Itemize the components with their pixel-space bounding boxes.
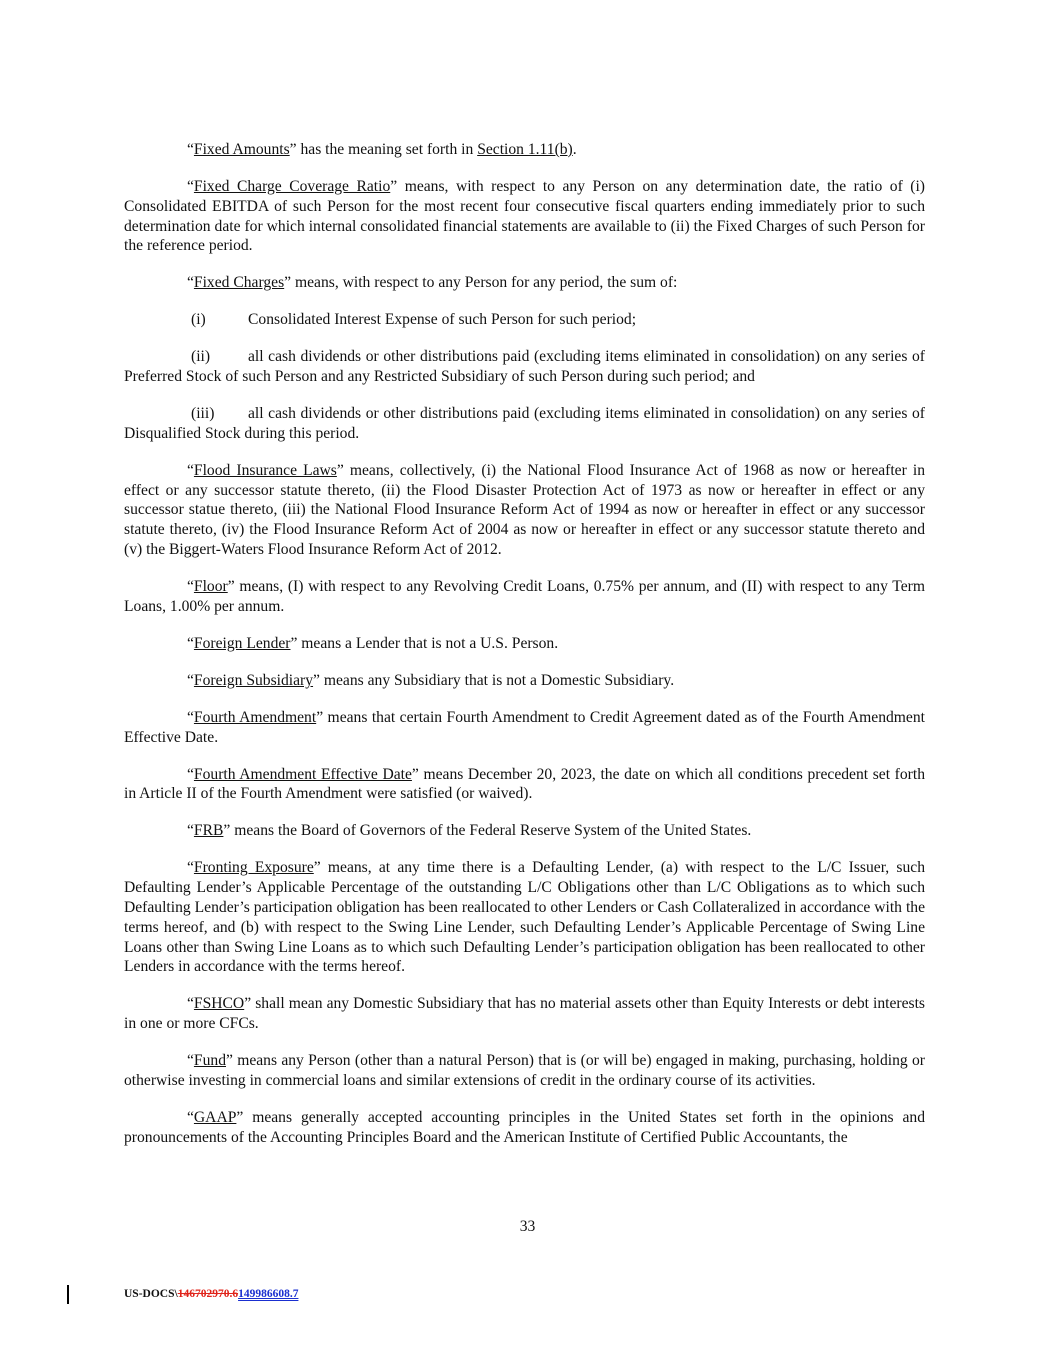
- defined-term: Fourth Amendment: [193, 708, 317, 726]
- page-number: 33: [519, 1218, 536, 1235]
- section-reference: Section 1.11(b): [477, 141, 573, 158]
- defined-term: Fund: [193, 1052, 226, 1070]
- definition-foreign-subsidiary: “Foreign Subsidiary” means any Subsidiary that is not a Domestic Subsidiary.: [187, 671, 675, 689]
- defined-term: FSHCO: [193, 995, 245, 1013]
- definition-gaap: “GAAP” means generally accepted accounting principles in the United States set forth in the opinions and pronouncements of the Accounting Principles Board and the American Institute of Certified Public Accountants, the: [124, 1108, 925, 1146]
- item-number: (i): [191, 311, 206, 329]
- definition-fixed-charge-coverage-ratio: “Fixed Charge Coverage Ratio” means, with respect to any Person on any determination date, the ratio of (i) Consolidated EBITDA of such Person for the most recent four consecutive fiscal quarters ending immediately prior to such determination date for which internal consolidated financial statements are available to (ii) the Fixed Charges of such Person for the reference period.: [124, 177, 925, 255]
- defined-term: Fourth Amendment Effective Date: [193, 765, 412, 783]
- definition-fund: “Fund” means any Person (other than a natural Person) that is (or will be) engaged in making, purchasing, holding or otherwise investing in commercial loans and similar extensions of credit in the ordinary course of its activities.: [124, 1052, 925, 1089]
- inserted-doc-id: 149986608.7: [238, 1288, 299, 1300]
- deleted-doc-id: 146702970.6: [177, 1288, 239, 1300]
- definition-foreign-lender: “Foreign Lender” means a Lender that is not a U.S. Person.: [187, 634, 559, 652]
- list-item: (i) Consolidated Interest Expense of such Person for such period;: [191, 311, 637, 329]
- defined-term: Foreign Lender: [193, 634, 291, 652]
- definition-fronting-exposure: “Fronting Exposure” means, at any time there is a Defaulting Lender, (a) with respect to the L/C Issuer, such Defaulting Lender’s Applicable Percentage of the outstanding L/C Obligations other than L/C Obligations as to which such Defaulting Lender’s participation obligation has been reallocated to other Lenders or Cash Collateralized in accordance with the terms hereof, and (b) with respect to the Swing Line Lender, such Defaulting Lender’s Applicable Percentage of Swing Line Loans other than Swing Line Loans as to which such Defaulting Lender’s participation obligation has been reallocated to other Lenders in accordance with the terms hereof.: [124, 859, 925, 976]
- definition-fshco: “FSHCO” shall mean any Domestic Subsidiary that has no material assets other than Equity Interests or debt interests in one or more CFCs.: [124, 995, 925, 1033]
- change-bar: [67, 1285, 69, 1304]
- defined-term: Flood Insurance Laws: [193, 461, 337, 479]
- item-number: (ii): [191, 348, 211, 366]
- defined-term: Fixed Charge Coverage Ratio: [193, 177, 391, 195]
- definition-fixed-charges: “Fixed Charges” means, with respect to any Person for any period, the sum of:: [187, 274, 678, 292]
- definition-flood-insurance-laws: “Flood Insurance Laws” means, collectively, (i) the National Flood Insurance Act of 1968 as now or hereafter in effect or any successor statute thereto, (ii) the Flood Disaster Protection Act of 1973 as now or hereafter in effect or any successor statue thereto, (iii) the National Flood Insurance Reform Act of 1994 as now or hereafter in effect or any successor statute thereto, (iv) the Flood Insurance Reform Act of 2004 as now or hereafter in effect or any successor statute thereto and (v) the Biggert-Waters Flood Insurance Reform Act of 2012.: [124, 461, 926, 559]
- footer-prefix: US-DOCS\: [124, 1288, 178, 1300]
- item-number: (iii): [191, 405, 215, 423]
- list-item: (ii) all cash dividends or other distributions paid (excluding items eliminated in consolidation) on any series of Preferred Stock of such Person and any Restricted Subsidiary of such Person during such period; and: [124, 348, 925, 386]
- definition-floor: “Floor” means, (I) with respect to any Revolving Credit Loans, 0.75% per annum, and (II) with respect to any Term Loans, 1.00% per annum.: [124, 578, 925, 615]
- definition-fourth-amendment: “Fourth Amendment” means that certain Fourth Amendment to Credit Agreement dated as of the Fourth Amendment Effective Date.: [124, 708, 925, 746]
- defined-term: GAAP: [193, 1108, 237, 1126]
- definition-fourth-amendment-effective-date: “Fourth Amendment Effective Date” means December 20, 2023, the date on which all conditions precedent set forth in Article II of the Fourth Amendment were satisfied (or waived).: [124, 765, 925, 803]
- defined-term: Floor: [193, 578, 228, 596]
- definition-fixed-amounts: “Fixed Amounts” has the meaning set forth in Section 1.11(b).: [187, 141, 577, 158]
- defined-term: FRB: [193, 822, 224, 840]
- definition-frb: “FRB” means the Board of Governors of the Federal Reserve System of the United States.: [187, 822, 752, 840]
- defined-term: Fixed Amounts: [193, 141, 290, 158]
- defined-term: Fronting Exposure: [193, 859, 314, 877]
- document-footer-id: [124, 1288, 298, 1300]
- defined-term: Foreign Subsidiary: [193, 671, 314, 689]
- list-item: (iii) all cash dividends or other distributions paid (excluding items eliminated in consolidation) on any series of Disqualified Stock during this period.: [124, 405, 925, 442]
- document-body: [124, 140, 925, 1165]
- defined-term: Fixed Charges: [193, 274, 285, 292]
